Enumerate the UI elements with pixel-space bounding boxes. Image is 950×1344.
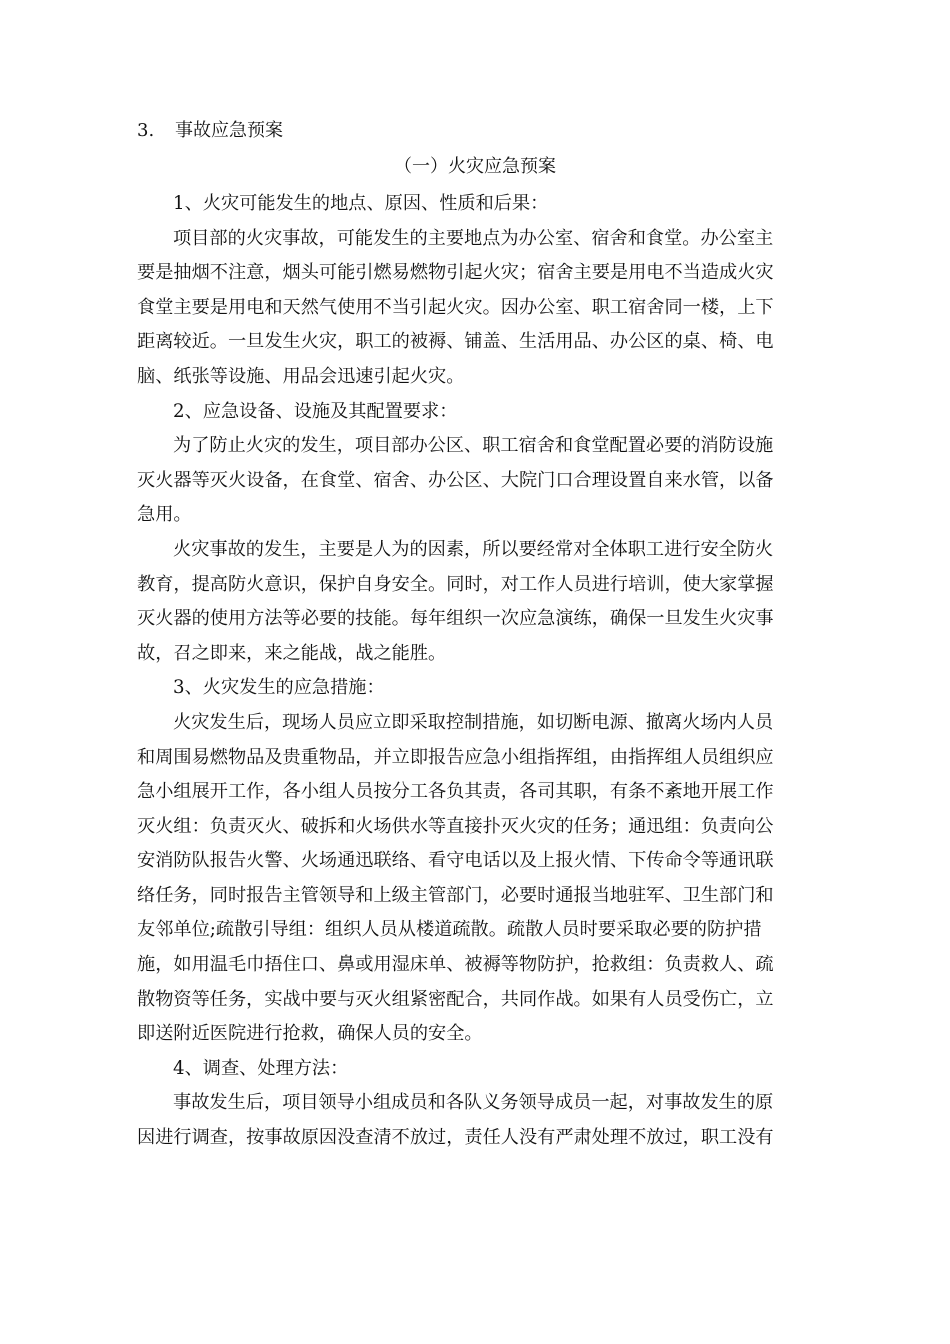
item-heading-2: 2、应急设备、设施及其配置要求： bbox=[173, 400, 458, 422]
paragraph-line: 火灾事故的发生，主要是人为的因素，所以要经常对全体职工进行安全防火 bbox=[173, 538, 774, 560]
paragraph-line: 灭火组：负责灭火、破拆和火场供水等直接扑灭火灾的任务；通迅组：负责向公 bbox=[137, 815, 774, 837]
paragraph-line: 因进行调查，按事故原因没查清不放过，责任人没有严肃处理不放过，职工没有 bbox=[137, 1127, 774, 1149]
paragraph-line: 急小组展开工作，各小组人员按分工各负其责，各司其职，有条不紊地开展工作 bbox=[137, 781, 774, 803]
section-number: 3. bbox=[137, 120, 155, 141]
paragraph-line: 教育，提高防火意识，保护自身安全。同时，对工作人员进行培训，使大家掌握 bbox=[137, 573, 774, 595]
paragraph-line: 施，如用温毛巾捂住口、鼻或用湿床单、被褥等物防护，抢救组：负责救人、疏 bbox=[137, 954, 774, 976]
paragraph-line: 脑、纸张等设施、用品会迅速引起火灾。 bbox=[137, 365, 465, 387]
paragraph-line: 故，召之即来，来之能战，战之能胜。 bbox=[137, 642, 447, 664]
paragraph-line: 事故发生后，项目领导小组成员和各队义务领导成员一起，对事故发生的原 bbox=[173, 1092, 774, 1114]
paragraph-line: 即送附近医院进行抢救，确保人员的安全。 bbox=[137, 1023, 483, 1045]
paragraph-line: 为了防止火灾的发生，项目部办公区、职工宿舍和食堂配置必要的消防设施 bbox=[173, 435, 774, 457]
paragraph-line: 安消防队报告火警、火场通迅联络、看守电话以及上报火情、下传命令等通讯联 bbox=[137, 850, 774, 872]
section-heading bbox=[137, 116, 283, 142]
paragraph-line: 友邻单位;疏散引导组：组织人员从楼道疏散。疏散人员时要采取必要的防护措 bbox=[137, 919, 762, 941]
paragraph-line: 食堂主要是用电和天然气使用不当引起火灾。因办公室、职工宿舍同一楼，上下 bbox=[137, 296, 774, 318]
paragraph-line: 要是抽烟不注意，烟头可能引燃易燃物引起火灾；宿舍主要是用电不当造成火灾 bbox=[137, 262, 774, 284]
paragraph-line: 火灾发生后，现场人员应立即采取控制措施，如切断电源、撤离火场内人员 bbox=[173, 711, 774, 733]
paragraph-line: 散物资等任务，实战中要与灭火组紧密配合，共同作战。如果有人员受伤亡，立 bbox=[137, 988, 774, 1010]
section-title: 事故应急预案 bbox=[175, 120, 283, 141]
subsection-title: （一）火灾应急预案 bbox=[394, 156, 556, 177]
paragraph-line: 和周围易燃物品及贵重物品，并立即报告应急小组指挥组，由指挥组人员组织应 bbox=[137, 746, 774, 768]
item-heading-3: 3、火灾发生的应急措施： bbox=[173, 677, 385, 699]
body-text bbox=[137, 187, 821, 1156]
item-heading-4: 4、调查、处理方法： bbox=[173, 1057, 349, 1079]
item-heading-1: 1、火灾可能发生的地点、原因、性质和后果： bbox=[173, 193, 549, 214]
paragraph-line: 急用。 bbox=[137, 504, 192, 526]
paragraph-line: 灭火器等灭火设备，在食堂、宿舍、办公区、大院门口合理设置自来水管，以备 bbox=[137, 469, 774, 491]
paragraph-line: 项目部的火灾事故，可能发生的主要地点为办公室、宿舍和食堂。办公室主 bbox=[173, 227, 774, 249]
paragraph-line: 络任务，同时报告主管领导和上级主管部门，必要时通报当地驻军、卫生部门和 bbox=[137, 884, 774, 906]
paragraph-line: 灭火器的使用方法等必要的技能。每年组织一次应急演练，确保一旦发生火灾事 bbox=[137, 608, 774, 630]
paragraph-line: 距离较近。一旦发生火灾，职工的被褥、铺盖、生活用品、办公区的桌、椅、电 bbox=[137, 331, 774, 353]
